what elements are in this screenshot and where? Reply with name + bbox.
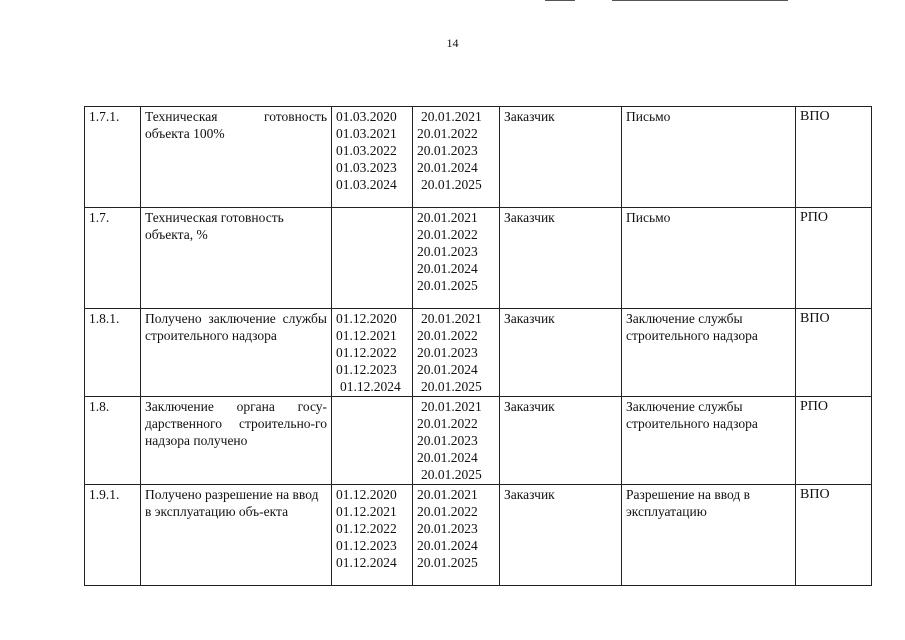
start-date: 01.03.2022 xyxy=(336,143,397,158)
end-date: 20.01.2024 xyxy=(417,450,478,465)
type-code: РПО xyxy=(796,397,872,485)
page-number: 14 xyxy=(446,36,459,50)
start-date: 01.12.2021 xyxy=(336,504,397,519)
item-name: Техническая готовность объекта, % xyxy=(141,208,332,309)
end-date: 20.01.2024 xyxy=(417,160,478,175)
end-date: 20.01.2023 xyxy=(417,244,478,259)
table-row xyxy=(85,485,872,586)
start-dates xyxy=(332,208,413,309)
start-dates xyxy=(332,397,413,485)
type-code: ВПО xyxy=(796,485,872,586)
end-dates xyxy=(413,397,500,485)
start-date: 01.03.2024 xyxy=(336,177,397,192)
start-dates xyxy=(332,309,413,397)
end-date: 20.01.2024 xyxy=(417,362,478,377)
document-name: Письмо xyxy=(622,107,796,208)
end-date: 20.01.2022 xyxy=(417,328,478,343)
end-dates xyxy=(413,309,500,397)
type-code: ВПО xyxy=(796,309,872,397)
end-date: 20.01.2024 xyxy=(417,538,478,553)
end-date: 20.01.2021 xyxy=(417,210,478,225)
end-date: 20.01.2025 xyxy=(417,555,478,570)
responsible: Заказчик xyxy=(500,397,622,485)
item-name: Получено заключение службы строительного надзора xyxy=(141,309,332,397)
type-code: РПО xyxy=(796,208,872,309)
end-date: 20.01.2021 xyxy=(417,487,478,502)
document-name: Заключение службы строительного надзора xyxy=(622,309,796,397)
start-date: 01.12.2024 xyxy=(336,555,397,570)
type-code: ВПО xyxy=(796,107,872,208)
document-name: Письмо xyxy=(622,208,796,309)
document-name: Заключение службы строительного надзора xyxy=(622,397,796,485)
end-date: 20.01.2025 xyxy=(421,467,482,482)
start-date: 01.12.2021 xyxy=(336,328,397,343)
item-number: 1.7. xyxy=(85,208,141,309)
responsible: Заказчик xyxy=(500,309,622,397)
end-dates xyxy=(413,208,500,309)
start-dates xyxy=(332,485,413,586)
end-date: 20.01.2023 xyxy=(417,143,478,158)
table-row xyxy=(85,107,872,208)
end-date: 20.01.2022 xyxy=(417,126,478,141)
end-date: 20.01.2021 xyxy=(421,399,482,414)
table-row xyxy=(85,397,872,485)
end-date: 20.01.2022 xyxy=(417,416,478,431)
start-date: 01.03.2023 xyxy=(336,160,397,175)
start-date: 01.03.2020 xyxy=(336,109,397,124)
end-date: 20.01.2025 xyxy=(421,379,482,394)
end-date: 20.01.2023 xyxy=(417,521,478,536)
start-date: 01.12.2020 xyxy=(336,487,397,502)
item-number: 1.8. xyxy=(85,397,141,485)
item-number: 1.7.1. xyxy=(85,107,141,208)
item-name: Заключение органа госу-дарственного строительно-го надзора получено xyxy=(141,397,332,485)
end-date: 20.01.2022 xyxy=(417,227,478,242)
end-date: 20.01.2024 xyxy=(417,261,478,276)
item-name: Получено разрешение на ввод в эксплуатацию объ-екта xyxy=(141,485,332,586)
document-name: Разрешение на ввод в эксплуатацию xyxy=(622,485,796,586)
start-dates xyxy=(332,107,413,208)
end-date: 20.01.2022 xyxy=(417,504,478,519)
responsible: Заказчик xyxy=(500,208,622,309)
responsible: Заказчик xyxy=(500,485,622,586)
start-date: 01.12.2020 xyxy=(336,311,397,326)
start-date: 01.12.2022 xyxy=(336,521,397,536)
end-date: 20.01.2021 xyxy=(421,311,482,326)
schedule-table xyxy=(84,106,872,586)
start-date: 01.12.2023 xyxy=(336,538,397,553)
scan-mark-left xyxy=(545,0,575,1)
end-dates xyxy=(413,107,500,208)
end-date: 20.01.2023 xyxy=(417,433,478,448)
start-date: 01.12.2023 xyxy=(336,362,397,377)
item-number: 1.9.1. xyxy=(85,485,141,586)
end-date: 20.01.2025 xyxy=(421,177,482,192)
end-date: 20.01.2021 xyxy=(421,109,482,124)
start-date: 01.12.2024 xyxy=(340,379,401,394)
end-dates xyxy=(413,485,500,586)
start-date: 01.12.2022 xyxy=(336,345,397,360)
table-row xyxy=(85,208,872,309)
end-date: 20.01.2023 xyxy=(417,345,478,360)
scan-mark-right xyxy=(612,0,788,1)
table-row xyxy=(85,309,872,397)
item-number: 1.8.1. xyxy=(85,309,141,397)
responsible: Заказчик xyxy=(500,107,622,208)
item-name: Техническая готовность объекта 100% xyxy=(141,107,332,208)
end-date: 20.01.2025 xyxy=(417,278,478,293)
start-date: 01.03.2021 xyxy=(336,126,397,141)
